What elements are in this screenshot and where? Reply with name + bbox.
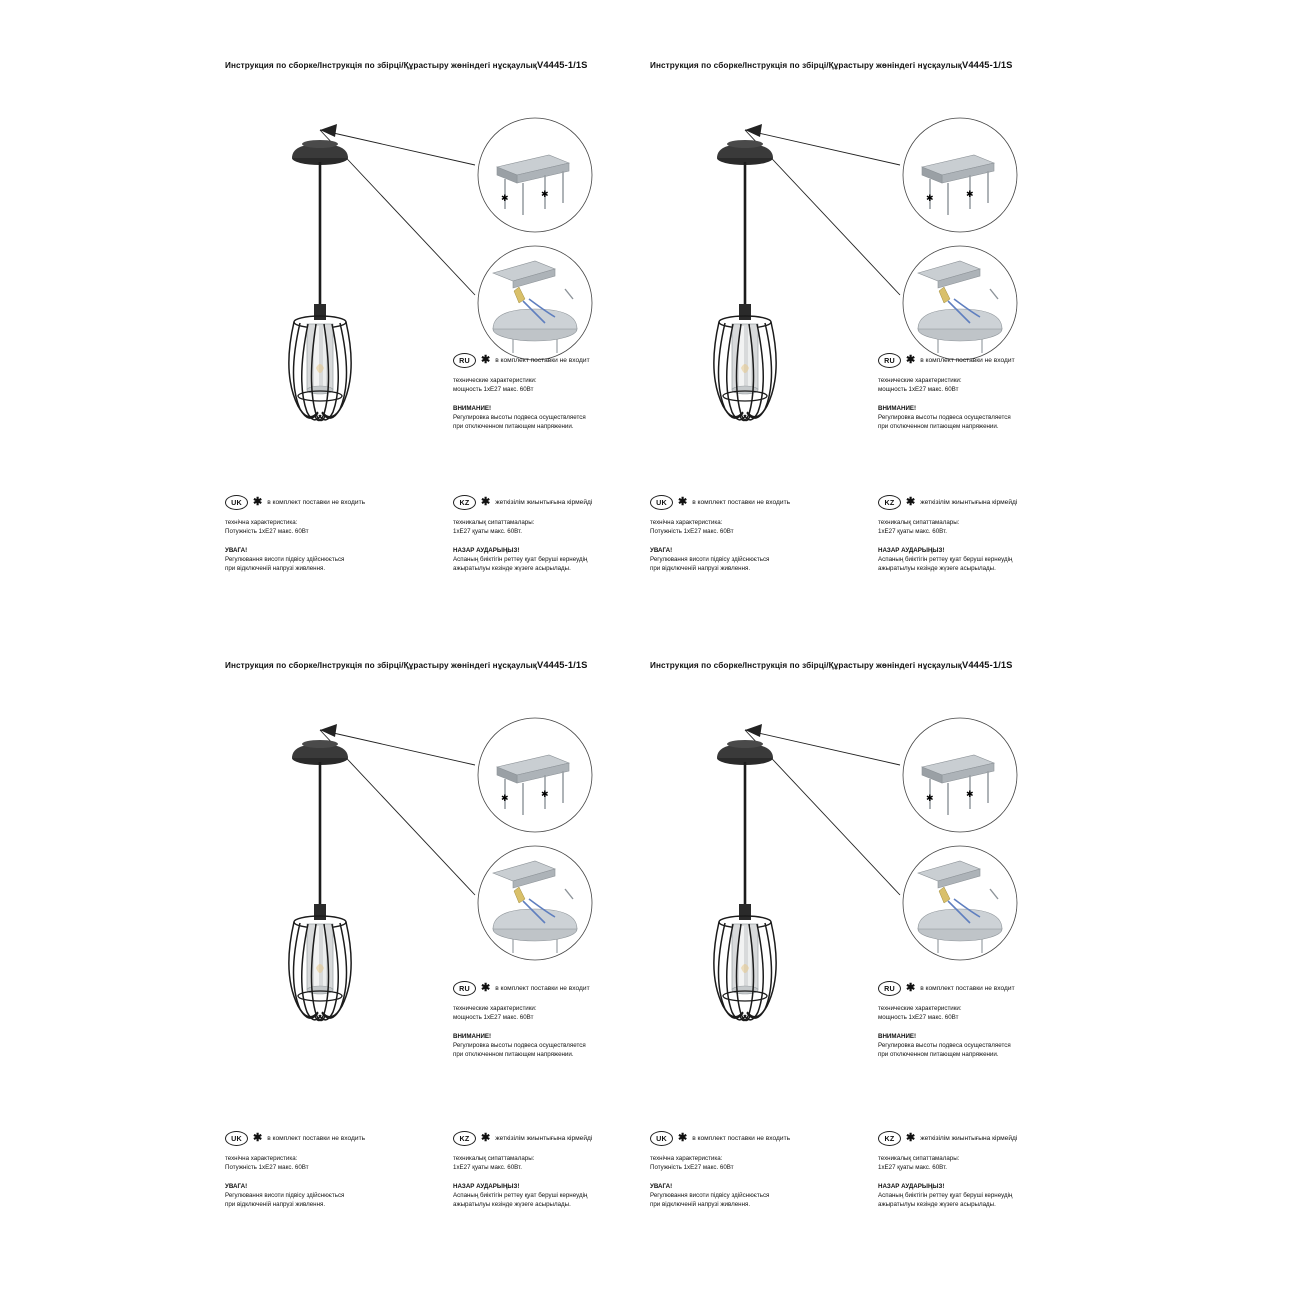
panel-title — [650, 660, 1080, 670]
ru-info-block — [878, 980, 1078, 1060]
uk-badge-row — [225, 1130, 425, 1146]
detail-canopy-circle — [478, 246, 592, 360]
ru-warning-line1: Регулировка высоты подвеса осуществляется — [878, 1042, 1011, 1050]
ceiling-canopy — [292, 740, 348, 765]
pendant-lamp — [714, 904, 776, 1021]
ru-spec-header: технические характеристики: — [453, 1005, 537, 1013]
star-icon: ✱ — [481, 354, 491, 367]
kz-warning-line2: ажыратылуы кезінде жүзеге асырылады. — [878, 565, 996, 573]
detail-canopy-circle — [903, 846, 1017, 960]
kz-spec-value: 1хЕ27 қуаты макс. 60Вт. — [453, 1164, 522, 1172]
star-icon: ✱ — [481, 1132, 491, 1145]
ru-badge-row — [453, 980, 653, 996]
uk-spec-header: технічна характеристика: — [650, 1155, 723, 1163]
kz-spec — [453, 519, 653, 537]
ru-spec-value: мощность 1хЕ27 макс. 60Вт — [878, 386, 959, 394]
svg-text:✱: ✱ — [966, 789, 974, 800]
kz-spec-value: 1хЕ27 қуаты макс. 60Вт. — [453, 528, 522, 536]
kz-info-block — [453, 1130, 653, 1210]
ru-warning-line1: Регулировка высоты подвеса осуществляется — [453, 414, 586, 422]
ru-info-block — [878, 352, 1078, 432]
svg-text:✱: ✱ — [501, 793, 509, 804]
kz-info-block — [453, 494, 653, 574]
kz-spec — [878, 519, 1078, 537]
star-icon: ✱ — [906, 354, 916, 367]
ru-info-block — [453, 352, 653, 432]
uk-spec — [650, 1155, 850, 1173]
star-icon: ✱ — [906, 982, 916, 995]
star-icon: ✱ — [906, 496, 916, 509]
kz-badge-row — [453, 1130, 653, 1146]
ru-language-badge: RU — [878, 353, 901, 368]
kz-language-badge: KZ — [878, 495, 901, 510]
uk-info-block — [650, 1130, 850, 1210]
uk-badge-row — [225, 494, 425, 510]
detail-bracket-circle — [478, 118, 592, 232]
ru-spec — [453, 377, 653, 395]
ru-warning — [453, 1033, 653, 1060]
ru-warning-header: ВНИМАНИЕ! — [453, 1033, 492, 1041]
kz-spec-header: техникалық сипаттамалары: — [878, 1155, 960, 1163]
uk-warning-line2: при відключеній напрузі живлення. — [225, 565, 326, 573]
ru-warning — [878, 405, 1078, 432]
svg-text:✱: ✱ — [541, 189, 549, 200]
ru-warning-line2: при отключенном питающем напряжении. — [878, 1051, 999, 1059]
svg-text:✱: ✱ — [926, 793, 934, 804]
uk-warning-line1: Регулювання висоти підвісу здійснюється — [650, 556, 770, 564]
uk-star-note: в комплект поставки не входить — [267, 498, 366, 506]
uk-warning-header: УВАГА! — [225, 1183, 248, 1191]
ru-spec-header: технические характеристики: — [453, 377, 537, 385]
ru-spec — [453, 1005, 653, 1023]
ru-spec-value: мощность 1хЕ27 макс. 60Вт — [878, 1014, 959, 1022]
uk-star-note: в комплект поставки не входить — [692, 1134, 791, 1142]
ru-warning-line1: Регулировка высоты подвеса осуществляется — [878, 414, 1011, 422]
kz-warning-header: НАЗАР АУДАРЫҢЫЗ! — [453, 1183, 520, 1191]
uk-warning-line1: Регулювання висоти підвісу здійснюється — [225, 556, 345, 564]
kz-spec — [453, 1155, 653, 1173]
ru-warning-line2: при отключенном питающем напряжении. — [453, 423, 574, 431]
kz-warning-line1: Аспаның биіктігін реттеу қуат беруші кернеудің — [453, 556, 588, 564]
uk-badge-row — [650, 494, 850, 510]
ru-warning-line2: при отключенном питающем напряжении. — [453, 1051, 574, 1059]
ru-star-note: в комплект поставки не входит — [495, 356, 590, 364]
svg-text:✱: ✱ — [501, 193, 509, 204]
uk-info-block — [650, 494, 850, 574]
pendant-lamp — [714, 304, 776, 421]
uk-warning-line2: при відключеній напрузі живлення. — [650, 565, 751, 573]
uk-spec-value: Потужність 1хЕ27 макс. 60Вт — [650, 1164, 734, 1172]
kz-spec — [878, 1155, 1078, 1173]
uk-spec-value: Потужність 1хЕ27 макс. 60Вт — [650, 528, 734, 536]
uk-badge-row — [650, 1130, 850, 1146]
kz-warning — [878, 1183, 1078, 1210]
kz-language-badge: KZ — [878, 1131, 901, 1146]
kz-info-block — [878, 1130, 1078, 1210]
panel-bottom-left — [225, 660, 655, 1220]
uk-language-badge: UK — [225, 495, 248, 510]
uk-info-block — [225, 494, 425, 574]
kz-warning — [453, 547, 653, 574]
svg-text:✱: ✱ — [541, 789, 549, 800]
kz-warning-line1: Аспаның биіктігін реттеу қуат беруші кернеудің — [453, 1192, 588, 1200]
detail-bracket-circle — [478, 718, 592, 832]
ru-star-note: в комплект поставки не входит — [920, 356, 1015, 364]
uk-warning-line2: при відключеній напрузі живлення. — [225, 1201, 326, 1209]
uk-warning-header: УВАГА! — [225, 547, 248, 555]
uk-spec — [650, 519, 850, 537]
detail-bracket-circle — [903, 718, 1017, 832]
svg-text:✱: ✱ — [966, 189, 974, 200]
svg-text:✱: ✱ — [926, 193, 934, 204]
kz-warning-line2: ажыратылуы кезінде жүзеге асырылады. — [878, 1201, 996, 1209]
panel-top-right — [650, 60, 1080, 620]
star-icon: ✱ — [481, 496, 491, 509]
ru-language-badge: RU — [453, 353, 476, 368]
title-text: Инструкция по сборке/Інструкція по збірці/Құрастыру жөніндегі нұсқаулық — [225, 661, 538, 670]
ru-spec-value: мощность 1хЕ27 макс. 60Вт — [453, 1014, 534, 1022]
star-icon: ✱ — [253, 496, 263, 509]
uk-info-block — [225, 1130, 425, 1210]
uk-spec-header: технічна характеристика: — [225, 519, 298, 527]
kz-warning-line2: ажыратылуы кезінде жүзеге асырылады. — [453, 565, 571, 573]
star-icon: ✱ — [678, 496, 688, 509]
uk-spec-header: технічна характеристика: — [650, 519, 723, 527]
ru-spec-value: мощность 1хЕ27 макс. 60Вт — [453, 386, 534, 394]
kz-star-note: жеткізілім жиынтығына кірмейді — [495, 498, 593, 506]
ru-warning-line2: при отключенном питающем напряжении. — [878, 423, 999, 431]
kz-star-note: жеткізілім жиынтығына кірмейді — [920, 498, 1018, 506]
ru-spec — [878, 377, 1078, 395]
product-code: V4445-1/1S — [962, 659, 1013, 670]
ru-spec-header: технические характеристики: — [878, 377, 962, 385]
star-icon: ✱ — [253, 1132, 263, 1145]
kz-badge-row — [878, 1130, 1078, 1146]
uk-language-badge: UK — [225, 1131, 248, 1146]
kz-warning-line1: Аспаның биіктігін реттеу қуат беруші кернеудің — [878, 556, 1013, 564]
kz-star-note: жеткізілім жиынтығына кірмейді — [495, 1134, 593, 1142]
assembly-diagram — [650, 70, 1080, 573]
panel-top-left — [225, 60, 655, 620]
uk-language-badge: UK — [650, 495, 673, 510]
kz-warning — [453, 1183, 653, 1210]
uk-warning — [650, 1183, 850, 1210]
kz-language-badge: KZ — [453, 495, 476, 510]
ru-warning-header: ВНИМАНИЕ! — [878, 1033, 917, 1041]
uk-spec — [225, 519, 425, 537]
detail-bracket-circle — [903, 118, 1017, 232]
pendant-lamp — [289, 904, 351, 1021]
ru-warning-header: ВНИМАНИЕ! — [453, 405, 492, 413]
assembly-diagram — [225, 70, 655, 573]
ru-warning — [453, 405, 653, 432]
uk-language-badge: UK — [650, 1131, 673, 1146]
kz-warning-header: НАЗАР АУДАРЫҢЫЗ! — [453, 547, 520, 555]
kz-warning-line1: Аспаның биіктігін реттеу қуат беруші кернеудің — [878, 1192, 1013, 1200]
kz-warning-header: НАЗАР АУДАРЫҢЫЗ! — [878, 547, 945, 555]
uk-warning — [225, 547, 425, 574]
title-text: Инструкция по сборке/Інструкція по збірці/Құрастыру жөніндегі нұсқаулық — [650, 661, 963, 670]
uk-spec-value: Потужність 1хЕ27 макс. 60Вт — [225, 1164, 309, 1172]
uk-warning-header: УВАГА! — [650, 547, 673, 555]
kz-language-badge: KZ — [453, 1131, 476, 1146]
ceiling-canopy — [717, 140, 773, 165]
kz-spec-header: техникалық сипаттамалары: — [453, 1155, 535, 1163]
kz-warning-line2: ажыратылуы кезінде жүзеге асырылады. — [453, 1201, 571, 1209]
panel-title — [225, 60, 655, 70]
ru-badge-row — [878, 980, 1078, 996]
ru-spec — [878, 1005, 1078, 1023]
ru-badge-row — [878, 352, 1078, 368]
pendant-lamp — [289, 304, 351, 421]
ru-language-badge: RU — [878, 981, 901, 996]
kz-info-block — [878, 494, 1078, 574]
ru-badge-row — [453, 352, 653, 368]
uk-spec-value: Потужність 1хЕ27 макс. 60Вт — [225, 528, 309, 536]
product-code: V4445-1/1S — [962, 59, 1013, 70]
uk-warning — [225, 1183, 425, 1210]
kz-warning — [878, 547, 1078, 574]
uk-warning — [650, 547, 850, 574]
title-text: Инструкция по сборке/Інструкція по збірці/Құрастыру жөніндегі нұсқаулық — [650, 61, 963, 70]
kz-spec-header: техникалық сипаттамалары: — [453, 519, 535, 527]
product-code: V4445-1/1S — [537, 59, 588, 70]
ru-star-note: в комплект поставки не входит — [495, 984, 590, 992]
ru-star-note: в комплект поставки не входит — [920, 984, 1015, 992]
panel-title — [650, 60, 1080, 70]
kz-star-note: жеткізілім жиынтығына кірмейді — [920, 1134, 1018, 1142]
ru-language-badge: RU — [453, 981, 476, 996]
panel-bottom-right — [650, 660, 1080, 1220]
assembly-diagram — [650, 670, 1080, 1209]
detail-canopy-circle — [903, 246, 1017, 360]
kz-badge-row — [453, 494, 653, 510]
star-icon: ✱ — [678, 1132, 688, 1145]
ru-warning — [878, 1033, 1078, 1060]
assembly-diagram — [225, 670, 655, 1209]
uk-warning-header: УВАГА! — [650, 1183, 673, 1191]
kz-spec-header: техникалық сипаттамалары: — [878, 519, 960, 527]
uk-star-note: в комплект поставки не входить — [267, 1134, 366, 1142]
uk-warning-line2: при відключеній напрузі живлення. — [650, 1201, 751, 1209]
kz-badge-row — [878, 494, 1078, 510]
kz-spec-value: 1хЕ27 қуаты макс. 60Вт. — [878, 528, 947, 536]
ceiling-canopy — [717, 740, 773, 765]
detail-canopy-circle — [478, 846, 592, 960]
ru-warning-line1: Регулировка высоты подвеса осуществляется — [453, 1042, 586, 1050]
product-code: V4445-1/1S — [537, 659, 588, 670]
uk-star-note: в комплект поставки не входить — [692, 498, 791, 506]
uk-warning-line1: Регулювання висоти підвісу здійснюється — [650, 1192, 770, 1200]
star-icon: ✱ — [481, 982, 491, 995]
uk-warning-line1: Регулювання висоти підвісу здійснюється — [225, 1192, 345, 1200]
panel-title — [225, 660, 655, 670]
ru-warning-header: ВНИМАНИЕ! — [878, 405, 917, 413]
ru-spec-header: технические характеристики: — [878, 1005, 962, 1013]
ru-info-block — [453, 980, 653, 1060]
uk-spec — [225, 1155, 425, 1173]
kz-warning-header: НАЗАР АУДАРЫҢЫЗ! — [878, 1183, 945, 1191]
ceiling-canopy — [292, 140, 348, 165]
kz-spec-value: 1хЕ27 қуаты макс. 60Вт. — [878, 1164, 947, 1172]
title-text: Инструкция по сборке/Інструкція по збірці/Құрастыру жөніндегі нұсқаулық — [225, 61, 538, 70]
uk-spec-header: технічна характеристика: — [225, 1155, 298, 1163]
star-icon: ✱ — [906, 1132, 916, 1145]
